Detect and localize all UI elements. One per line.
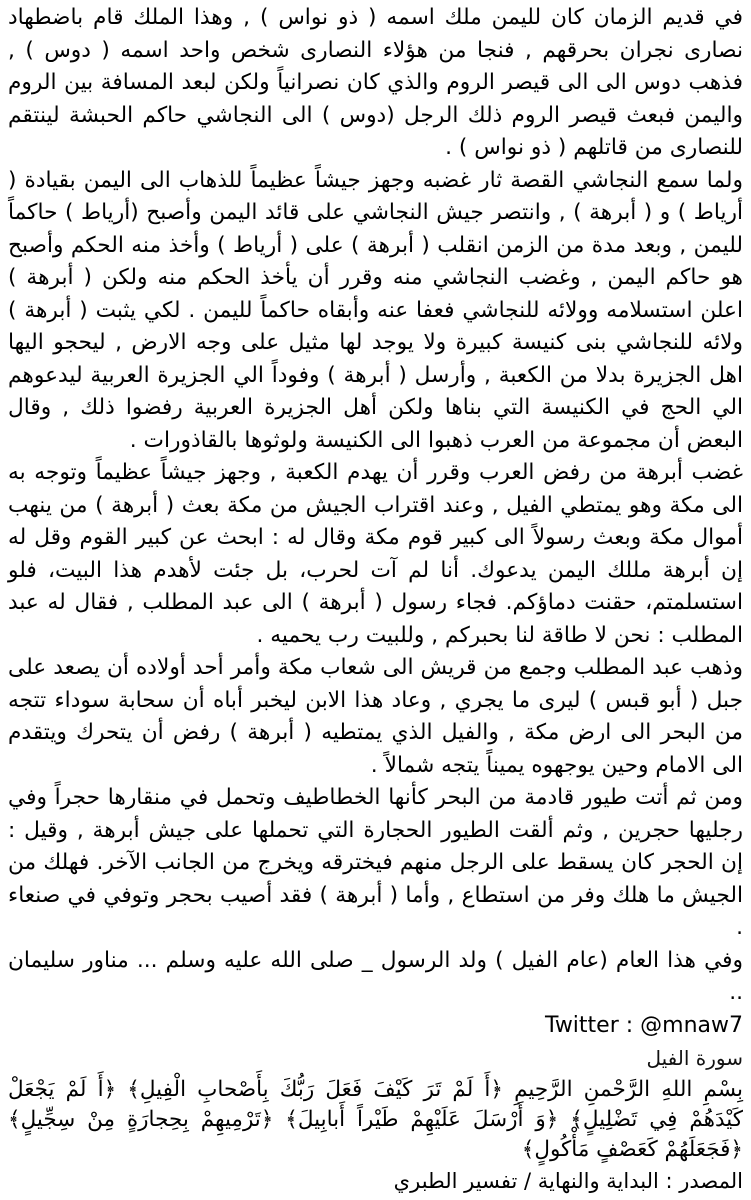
paragraph-najashi: ولما سمع النجاشي القصة ثار غضبه وجهز جيشاً عظيماً للذهاب الى اليمن بقيادة ( أرياط ) و ( أبرهة ) , وانتصر جيش النجاشي على قائد اليمن وأصبح (أرياط ) حاكماً لليمن , وبعد مدة من الزمن انقلب ( أبرهة ) على ( أرياط ) وأخذ منه الحكم وأصبح هو حاكم اليمن , وغضب النجاشي منه وقرر أن يأخذ الحكم منه ولكن ( أبرهة ) اعلن استسلامه وولائه للنجاشي فعفا عنه وأبقاه حاكماً لليمن . لكي يثبت ( أبرهة ) ولائه للنجاشي بنى كنيسة كبيرة ولا يوجد لها مثيل على وجه الارض , ليحجو اليها اهل الجزيرة بدلا من الكعبة , وأرسل ( أبرهة ) وفوداً الي الجزيرة العربية ليدعوهم الي الحج في الكنيسة التي بناها ولكن أهل الجزيرة العربية رفضوا ذلك , وقال البعض أن مجموعة من العرب ذهبوا الى الكنيسة ولوثوها بالقاذورات . <box>8 167 743 453</box>
source-citation: المصدر : البداية والنهاية / تفسير الطبري <box>393 1168 743 1193</box>
paragraph-abdulmuttalib: وذهب عبد المطلب وجمع من قريش الى شعاب مكة وأمر أحد أولاده أن يصعد على جبل ( أبو قبس ) ليرى ما يجري , وعاد هذا الابن ليخبر أباه أن سحابة سوداء تتجه من البحر الى ارض مكة , والفيل الذي يمتطيه ( أبرهة ) رفض أن يتحرك ويتقدم الى الامام وحين يوجهوه يميناً يتجه شمالاً . <box>8 655 743 778</box>
paragraph-birds: ومن ثم أتت طيور قادمة من البحر كأنها الخطاطيف وتحمل في منقارها حجراً وفي رجليها حجرين , وثم ألقت الطيور الحجارة التي تحملها على جيش أبرهة , وقيل : إن الحجر كان يسقط على الرجل منهم فيخترقه ويخرج من الجانب الآخر. فهلك من الجيش ما هلك وفر من استطاع , وأما ( أبرهة ) فقد أصيب بحجر وتوفي في صنعاء . <box>8 785 743 940</box>
twitter-handle: Twitter : @mnaw7 <box>545 1012 743 1038</box>
paragraph-intro: في قديم الزمان كان لليمن ملك اسمه ( ذو نواس ) , وهذا الملك قام باضطهاد نصارى نجران بحرقهم , فنجا من هؤلاء النصارى شخص واحد اسمه ( دوس ) , فذهب دوس الى الى قيصر الروم والذي كان نصرانياً ولكن لبعد المسافة بين الروم واليمن فبعث قيصر الروم ذلك الرجل (دوس ) الى النجاشي حاكم الحبشة لينتقم للنصارى من قاتلهم ( ذو نواس ) . <box>8 5 743 160</box>
paragraph-abraha-march: غضب أبرهة من رفض العرب وقرر أن يهدم الكعبة , وجهز جيشاً عظيماً وتوجه به الى مكة وهو يمتطي الفيل , وعند اقتراب الجيش من مكة بعث ( أبرهة ) من ينهب أموال مكة وبعث رسولاً الى كبير قوم مكة وقال له : ابحث عن كبير القوم وقل له إن أبرهة مللك اليمن يدعوك. أنا لم آت لحرب، بل جئت لأهدم هذا البيت، فلو استسلمتم، حقنت دماؤكم. فجاء رسول ( أبرهة ) الى عبد المطلب , فقال له عبد المطلب : نحن لا طاقة لنا بحبركم , وللبيت رب يحميه . <box>8 460 743 648</box>
quran-verses: بِسْمِ اللهِ الرَّحْمنِ الرَّحِيمِ ﴿أَ لَمْ تَرَ كَيْفَ فَعَلَ رَبُّكَ بِأَصْحابِ الْفِيلِ﴾ ﴿أَ لَمْ يَجْعَلْ كَيْدَهُمْ فِي تَضْلِيلٍ﴾ ﴿وَ أَرْسَلَ عَلَيْهِمْ طَيْراً أَبابِيلَ﴾ ﴿تَرْمِيهِمْ بِحِجارَةٍ مِنْ سِجِّيلٍ﴾ ﴿فَجَعَلَهُمْ كَعَصْفٍ مَأْكُولٍ﴾ <box>8 1076 743 1162</box>
surah-title: سورة الفيل <box>646 1046 743 1070</box>
paragraph-year-of-elephant: وفي هذا العام (عام الفيل ) ولد الرسول _ صلى الله عليه وسلم ... مناور سليمان .. <box>8 947 743 1005</box>
